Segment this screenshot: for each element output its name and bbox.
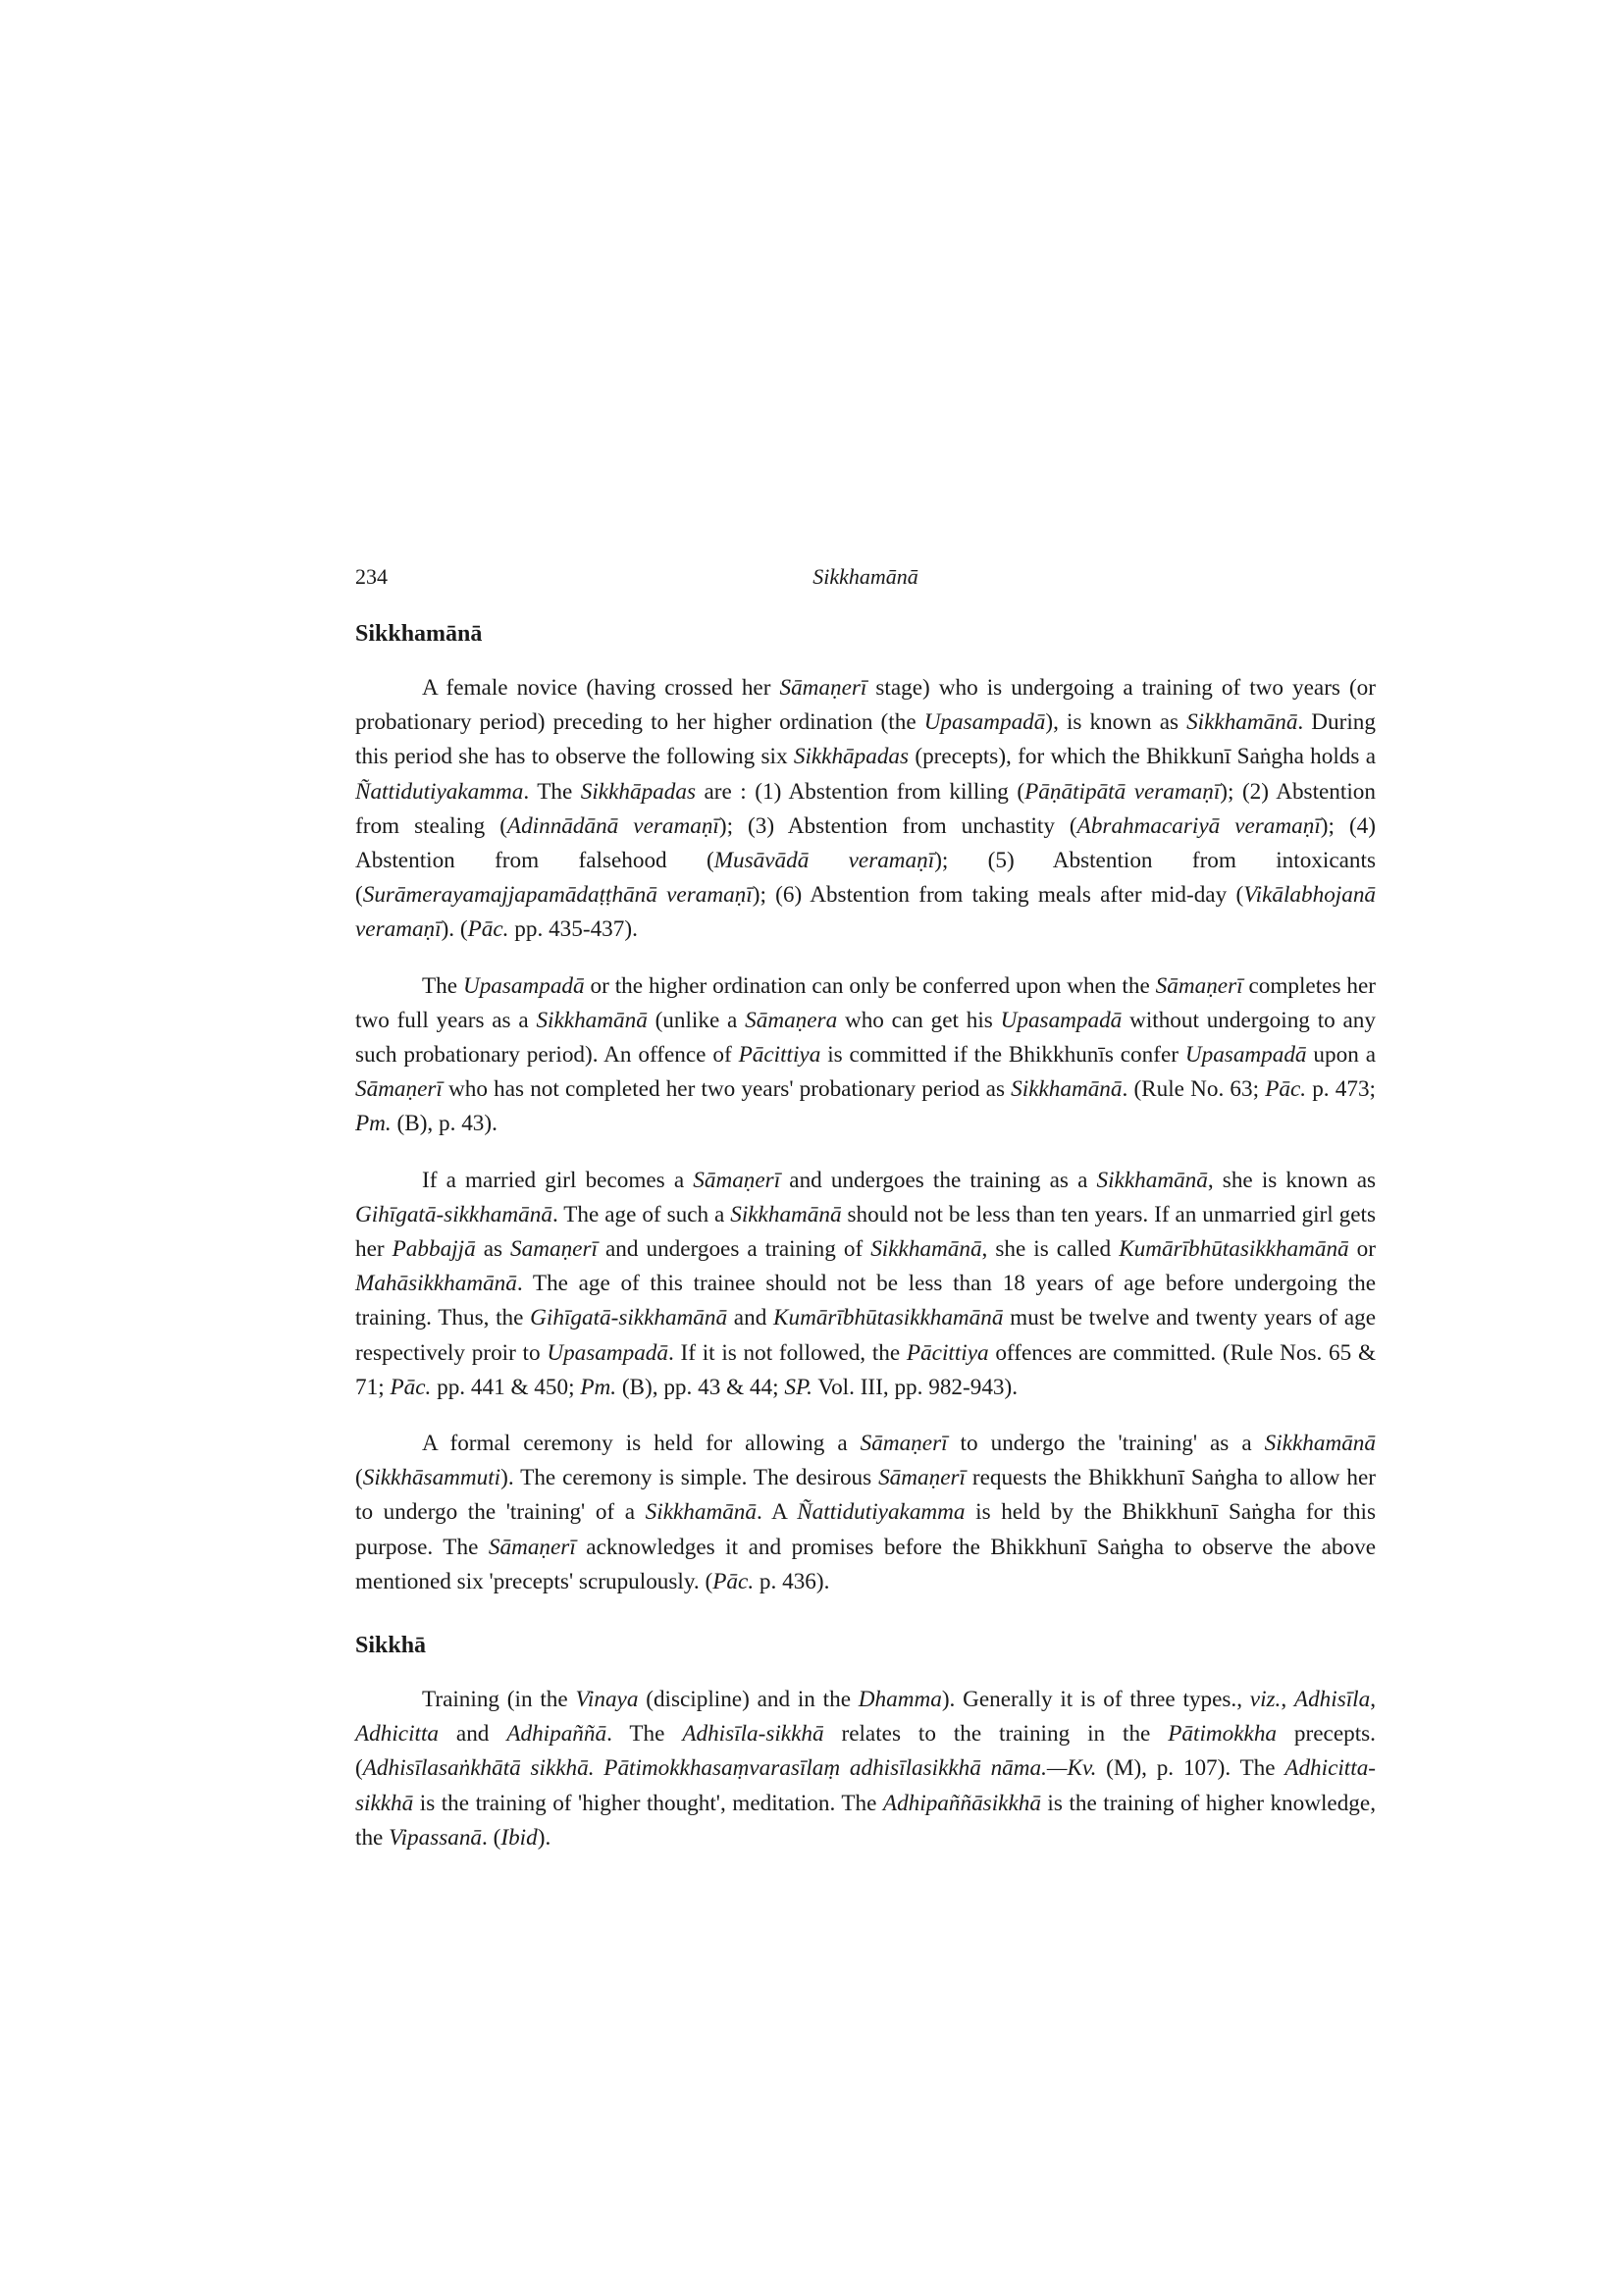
paragraph [355,1427,1376,1599]
text-run: ). [537,1824,551,1851]
italic-term: Kumārībhūtasikkhamānā [1119,1236,1349,1263]
italic-term: Pācittiya [738,1042,821,1069]
italic-term: Pāc. [1265,1076,1307,1103]
italic-term: Sāmaṇerī [860,1431,948,1457]
paragraph [355,671,1376,948]
text-run: is the training of 'higher thought', meditation. The [413,1790,883,1816]
italic-term: Kumārībhūtasikkhamānā [773,1305,1004,1331]
text-run: A female novice (having crossed her [422,675,780,701]
text-run: relates to the training in the [823,1721,1169,1748]
text-run: . A [757,1499,798,1526]
text-run: (precepts), for which the Bhikkunī Saṅgha holds a [909,744,1376,770]
italic-term: Sāmaṇerī [1155,972,1243,999]
italic-term: Upasampadā [923,709,1046,736]
text-run: p. 436). [754,1568,830,1594]
page-number: 234 [355,564,388,589]
text-run: stage) who is undergoing a training of two years (or probationary period) preceding to her higher ordination (the [355,675,1376,736]
italic-term: Abrahmacariyā veramaṇī [1076,812,1321,839]
italic-term: Adinnādānā veramaṇī [506,812,719,839]
text-run: (unlike a [647,1007,746,1033]
italic-term: Sāmaṇerī [779,675,867,701]
italic-term: Pāc. [467,916,509,943]
italic-term: Adhicitta-sikkhā [355,1755,1377,1816]
text-run: upon a [1306,1042,1376,1069]
text-run: is the training of higher knowledge, the [355,1790,1376,1851]
italic-term: Adhipaññāsikkhā [882,1790,1041,1816]
text-run: , [1370,1687,1377,1713]
text-run: (M), p. 107). The [1096,1755,1285,1782]
text-run: . (Rule No. 63; [1122,1076,1266,1103]
text-run: and undergoes the training as a [780,1167,1097,1193]
italic-term: Ibid [500,1824,538,1851]
text-run: and undergoes a training of [597,1236,871,1263]
text-run: and [439,1721,507,1748]
running-header [355,564,1376,603]
italic-term: Pāṇātipātā veramaṇī [1024,778,1221,805]
italic-term: Pāc. [390,1374,432,1400]
text-run: offences are committed. (Rule Nos. 65 & 71; [355,1339,1376,1400]
text-run: acknowledges it and promises before the Bhikkhunī Saṅgha to observe the above mentioned six 'precepts' scrupulously. ( [355,1534,1376,1594]
italic-term: Ñattidutiyakamma [797,1499,966,1526]
italic-term: Pāc. [712,1568,755,1594]
section-heading: Sikkhamānā [355,621,483,647]
text-run: , she is known as [1207,1167,1377,1193]
text-run: who can get his [837,1007,1001,1033]
text-run: , she is called [981,1236,1120,1263]
text-run: ); (6) Abstention from taking meals after mid-day ( [752,882,1244,909]
italic-term: Sāmaṇera [745,1007,838,1033]
italic-term: Sāmaṇerī [488,1534,576,1560]
italic-term: Sikkhāpadas [580,778,696,805]
text-run: completes her two full years as a [355,972,1376,1033]
paragraph [355,969,1376,1142]
text-run: ). The ceremony is simple. The desirous [500,1465,879,1491]
text-run: who has not completed her two years' probationary period as [442,1076,1012,1103]
paragraph [355,1164,1376,1405]
text-run: precepts. ( [355,1721,1376,1782]
text-run: p. 473; [1306,1076,1376,1103]
text-run: ), is known as [1045,709,1187,736]
text-run: ). ( [441,916,468,943]
text-run: is committed if the Bhikkhunīs confer [820,1042,1185,1069]
text-run: must be twelve and twenty years of age respectively proir to [355,1305,1377,1366]
italic-term: Musāvādā veramaṇī [713,848,935,874]
italic-term: Sikkhamānā [1011,1076,1123,1103]
italic-term: Sikkhamānā [870,1236,982,1263]
section-sikkhamana [355,621,1376,1599]
text-run: are : (1) Abstention from killing ( [695,778,1025,805]
italic-term: Upasampadā [1184,1042,1307,1069]
section-heading: Sikkhā [355,1633,427,1659]
text-run: Vol. III, pp. 982-943). [812,1374,1019,1400]
italic-term: Upasampadā [462,972,585,999]
text-run: (B), pp. 43 & 44; [616,1374,785,1400]
text-run: to undergo the 'training' as a [947,1431,1265,1457]
italic-term: Vikālabhojanā veramaṇī [355,882,1377,943]
text-run: . The age of this trainee should not be less than 18 years of age before undergoing the training. Thus, the [355,1271,1376,1331]
italic-term: Gihīgatā-sikkhamānā [355,1201,552,1227]
text-run: ); (3) Abstention from unchastity ( [718,812,1077,839]
text-run: as [475,1236,511,1263]
italic-term: Sāmaṇerī [693,1167,781,1193]
text-run: Training (in the [422,1687,576,1713]
text-run: requests the Bhikkhunī Saṅgha to allow her to undergo the 'training' of a [355,1465,1376,1526]
text-run: . The [523,778,581,805]
italic-term: Adhisīlasaṅkhātā sikkhā. Pātimokkhasaṃvarasīlaṃ adhisīlasikkhā nāma.—Kv. [362,1755,1097,1782]
text-run: or the higher ordination can only be conferred upon when the [584,972,1156,999]
italic-term: Upasampadā [547,1339,668,1366]
text-run: ); (2) Abstention from stealing ( [355,778,1376,839]
italic-term: Ñattidutiyakamma [355,778,524,805]
text-run: . The age of such a [551,1201,731,1227]
paragraph [355,1683,1376,1855]
text-run: without undergoing to any such probationary period). An offence of [355,1007,1376,1069]
text-run: The [422,972,463,999]
italic-term: Gihīgatā-sikkhamānā [530,1305,728,1331]
running-title: Sikkhamānā [812,564,918,589]
text-run: ); (4) Abstention from falsehood ( [355,812,1376,874]
text-run: . ( [482,1824,501,1851]
section-sikkha [355,1633,1376,1855]
italic-term: Sikkhamānā [730,1201,842,1227]
text-run: A formal ceremony is held for allowing a [422,1431,861,1457]
italic-term: Vipassanā [389,1824,483,1851]
italic-term: Adhicitta [355,1721,440,1748]
text-run: or [1348,1236,1376,1263]
text-run: , [1281,1687,1294,1713]
italic-term: Pm. [355,1111,392,1137]
italic-term: Sikkhāsammuti [362,1465,501,1491]
text-run: (B), p. 43). [391,1111,498,1137]
italic-term: Sikkhamānā [536,1007,648,1033]
italic-term: Pācittiya [906,1339,989,1366]
italic-term: Sikkhāpadas [793,744,910,770]
text-run: . The [606,1721,683,1748]
italic-term: Adhisīla [1293,1687,1371,1713]
text-run: If a married girl becomes a [422,1167,694,1193]
document-page [355,564,1376,1877]
italic-term: Upasampadā [1000,1007,1123,1033]
text-run: . If it is not followed, the [668,1339,907,1366]
italic-term: Sikkhamānā [1096,1167,1208,1193]
italic-term: Vinaya [575,1687,639,1713]
italic-term: Pātimokkha [1168,1721,1278,1748]
italic-term: Adhipaññā [506,1721,607,1748]
italic-term: Sikkhamānā [1264,1431,1376,1457]
italic-term: Sikkhamānā [645,1499,757,1526]
text-run: ( [355,1465,363,1491]
italic-term: Surāmerayamajjapamādaṭṭhānā veramaṇī [362,882,753,909]
italic-term: Dhamma [858,1687,942,1713]
italic-term: Pm. [580,1374,617,1400]
italic-term: Pabbajjā [392,1236,476,1263]
italic-term: Sikkhamānā [1186,709,1298,736]
text-run: ); (5) Abstention from intoxicants ( [355,848,1376,909]
text-run: (discipline) and in the [638,1687,859,1713]
italic-term: SP. [784,1374,812,1400]
italic-term: Sāmaṇerī [355,1076,443,1103]
italic-term: viz. [1249,1687,1282,1713]
text-run: . During this period she has to observe the following six [355,709,1376,770]
text-run: should not be less than ten years. If an unmarried girl gets her [355,1201,1376,1263]
text-run: pp. 441 & 450; [431,1374,581,1400]
text-run: ). Generally it is of three types., [941,1687,1250,1713]
italic-term: Samaṇerī [510,1236,598,1263]
text-run: is held by the Bhikkhunī Saṅgha for this purpose. The [355,1499,1376,1560]
italic-term: Sāmaṇerī [878,1465,966,1491]
italic-term: Adhisīla-sikkhā [682,1721,824,1748]
italic-term: Mahāsikkhamānā [355,1271,517,1297]
text-run: pp. 435-437). [508,916,638,943]
text-run: and [727,1305,774,1331]
